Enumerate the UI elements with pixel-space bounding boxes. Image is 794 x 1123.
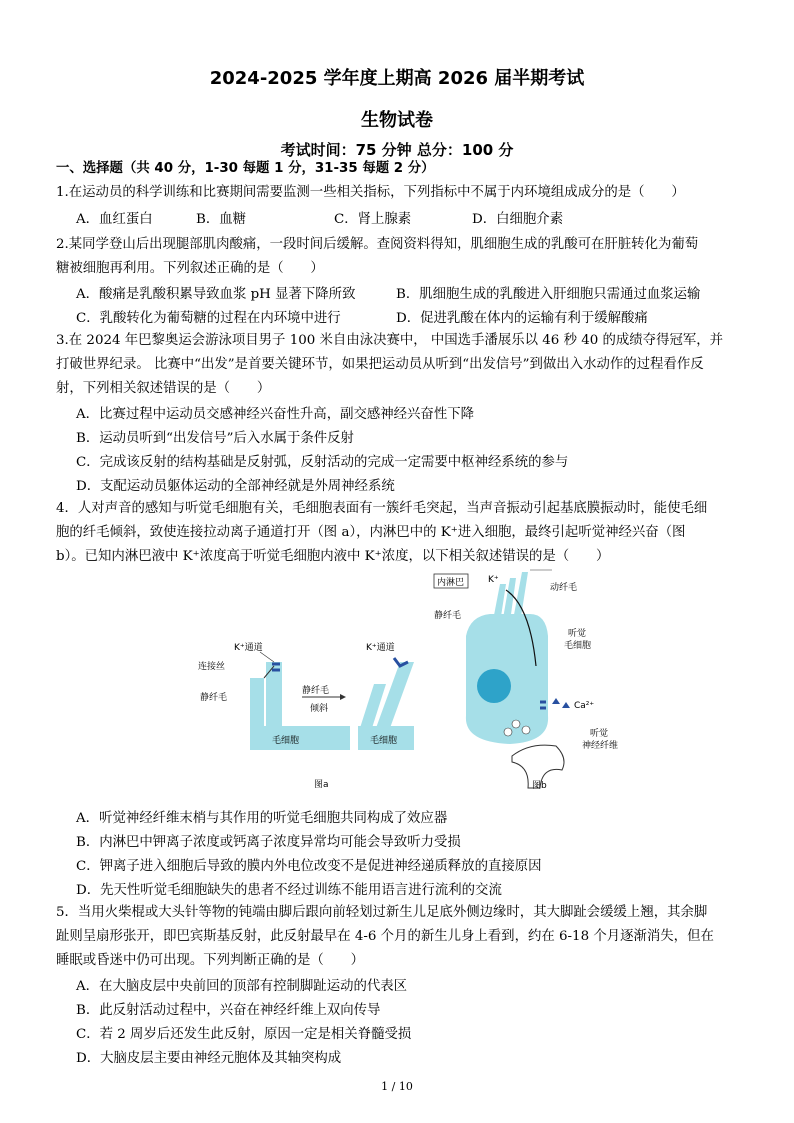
cilium-tall <box>266 662 282 728</box>
q5-stem-line2: 趾则呈扇形张开，即巴宾斯基反射，此反射最早在 4-6 个月的新生儿身上看到，约在 6-18 个月逐渐消失，但在 <box>56 929 714 944</box>
label-fig-b: 图b <box>532 781 547 791</box>
label-k-channel: K⁺通道 <box>234 643 263 653</box>
ca-ion-icon-2 <box>562 702 570 708</box>
q5-option-b: B．此反射活动过程中，兴奋在神经纤维上双向传导 <box>76 1003 381 1018</box>
q2-option-d: D．促进乳酸在体内的运输有利于缓解酸痛 <box>396 311 648 326</box>
label-tilt-1: 静纤毛 <box>302 686 330 696</box>
nucleus <box>477 669 511 703</box>
label-nerve-2: 神经纤维 <box>582 741 619 751</box>
q5-stem-line1: 5．当用火柴棍或大头针等物的钝端由脚后跟向前轻划过新生儿足底外侧边缘时，其大脚趾会缓缓上翘，其余脚 <box>56 905 708 920</box>
hair-cell-figure <box>190 566 660 796</box>
label-endolymph: 内淋巴 <box>437 578 465 588</box>
label-nerve-1: 听觉 <box>590 729 609 739</box>
q3-stem-line1: 3.在 2024 年巴黎奥运会游泳项目男子 100 米自由泳决赛中， 中国选手潘展乐以 46 秒 40 的成绩夺得冠军，并 <box>56 333 724 348</box>
vesicle <box>522 726 530 734</box>
q5-option-a: A．在大脑皮层中央前回的顶部有控制脚趾运动的代表区 <box>76 979 408 994</box>
q2-stem-line1: 2.某同学登山后出现腿部肌肉酸痛，一段时间后缓解。查阅资料得知，肌细胞生成的乳酸可在肝脏转化为葡萄 <box>56 237 699 252</box>
q2-option-a: A．酸痛是乳酸积累导致血浆 pH 显著下降所致 <box>76 287 356 302</box>
label-auditory-2: 毛细胞 <box>564 641 592 651</box>
q4-option-d: D．先天性听觉毛细胞缺失的患者不经过训练不能用语言进行流利的交流 <box>76 883 502 898</box>
figure-a <box>198 641 414 790</box>
q2-stem-line2: 糖被细胞再利用。下列叙述正确的是（ ） <box>56 261 324 276</box>
q3-option-d: D．支配运动员躯体运动的全部神经就是外周神经系统 <box>76 479 395 494</box>
q3-option-a: A．比赛过程中运动员交感神经兴奋性升高，副交感神经兴奋性下降 <box>76 407 474 422</box>
label-k-plus: K⁺ <box>488 575 499 585</box>
label-ca: Ca²⁺ <box>574 701 595 711</box>
figure-b <box>434 570 618 791</box>
label-kinocilium: 动纤毛 <box>550 583 578 593</box>
q4-stem-line1: 4．人对声音的感知与听觉毛细胞有关，毛细胞表面有一簇纤毛突起，当声音振动引起基底膜振动时，能使毛细 <box>56 501 708 516</box>
q5-option-d: D．大脑皮层主要由神经元胞体及其轴突构成 <box>76 1051 342 1066</box>
q4-stem-line2: 胞的纤毛倾斜，致使连接拉动离子通道打开（图 a），内淋巴中的 K⁺进入细胞，最终引起听觉神经兴奋（图 <box>56 525 686 540</box>
q1-stem: 1.在运动员的科学训练和比赛期间需要监测一些相关指标，下列指标中不属于内环境组成成分的是（ ） <box>56 185 685 200</box>
q2-option-c: C．乳酸转化为葡萄糖的过程在内环境中进行 <box>76 311 341 326</box>
q3-option-c: C．完成该反射的结构基础是反射弧，反射活动的完成一定需要中枢神经系统的参与 <box>76 455 569 470</box>
label-hair-cell-a: 毛细胞 <box>272 736 300 746</box>
label-connecting-wire: 连接丝 <box>198 662 226 672</box>
vesicle <box>512 720 520 728</box>
cilium-short <box>250 678 264 728</box>
label-static-cilia-b: 静纤毛 <box>434 611 462 621</box>
q1-option-b: B．血糖 <box>196 212 247 227</box>
q4-option-b: B．内淋巴中钾离子浓度或钙离子浓度异常均可能会导致听力受损 <box>76 835 461 850</box>
vesicle <box>504 728 512 736</box>
label-auditory-1: 听觉 <box>568 629 587 639</box>
label-hair-cell-a2: 毛细胞 <box>370 736 398 746</box>
q5-option-c: C．若 2 周岁后还发生此反射，原因一定是相关脊髓受损 <box>76 1027 412 1042</box>
subject-title: 生物试卷 <box>361 110 433 131</box>
ca-ion-icon <box>552 698 560 704</box>
label-k-channel-2: K⁺通道 <box>366 643 395 653</box>
q4-option-c: C．钾离子进入细胞后导致的膜内外电位改变不是促进神经递质释放的直接原因 <box>76 859 542 874</box>
q1-option-a: A．血红蛋白 <box>76 212 153 227</box>
label-tilt-2: 倾斜 <box>310 704 329 714</box>
label-fig-a: 图a <box>314 780 329 790</box>
hair-cell-body-a <box>250 726 350 750</box>
q3-stem-line3: 射，下列相关叙述错误的是（ ） <box>56 381 271 396</box>
q1-option-c: C．肾上腺素 <box>334 212 412 227</box>
leader-line <box>260 652 274 662</box>
q1-option-d: D．白细胞介素 <box>472 212 564 227</box>
page-number: 1 / 10 <box>381 1080 413 1093</box>
q5-stem-line3: 睡眠或昏迷中仍可出现。下列判断正确的是（ ） <box>56 953 364 968</box>
arrow-head-icon <box>340 694 346 700</box>
section-heading: 一、选择题（共 40 分，1-30 每题 1 分，31-35 每题 2 分） <box>56 161 435 176</box>
q4-stem-line3: b）。已知内淋巴液中 K⁺浓度高于听觉毛细胞内液中 K⁺浓度，以下相关叙述错误的是（ ） <box>56 549 610 564</box>
q4-option-a: A．听觉神经纤维末梢与其作用的听觉毛细胞共同构成了效应器 <box>76 811 448 826</box>
exam-title: 2024-2025 学年度上期高 2026 届半期考试 <box>209 68 585 89</box>
exam-info: 考试时间：75 分钟 总分：100 分 <box>280 141 514 159</box>
q3-option-b: B．运动员听到“出发信号”后入水属于条件反射 <box>76 431 354 446</box>
q2-option-b: B．肌细胞生成的乳酸进入肝细胞只需通过血浆运输 <box>396 287 701 302</box>
label-static-cilia: 静纤毛 <box>200 693 228 703</box>
q3-stem-line2: 打破世界纪录。 比赛中“出发”是首要关键环节，如果把运动员从听到“出发信号”到做出入水动作的过程看作反 <box>56 357 704 372</box>
